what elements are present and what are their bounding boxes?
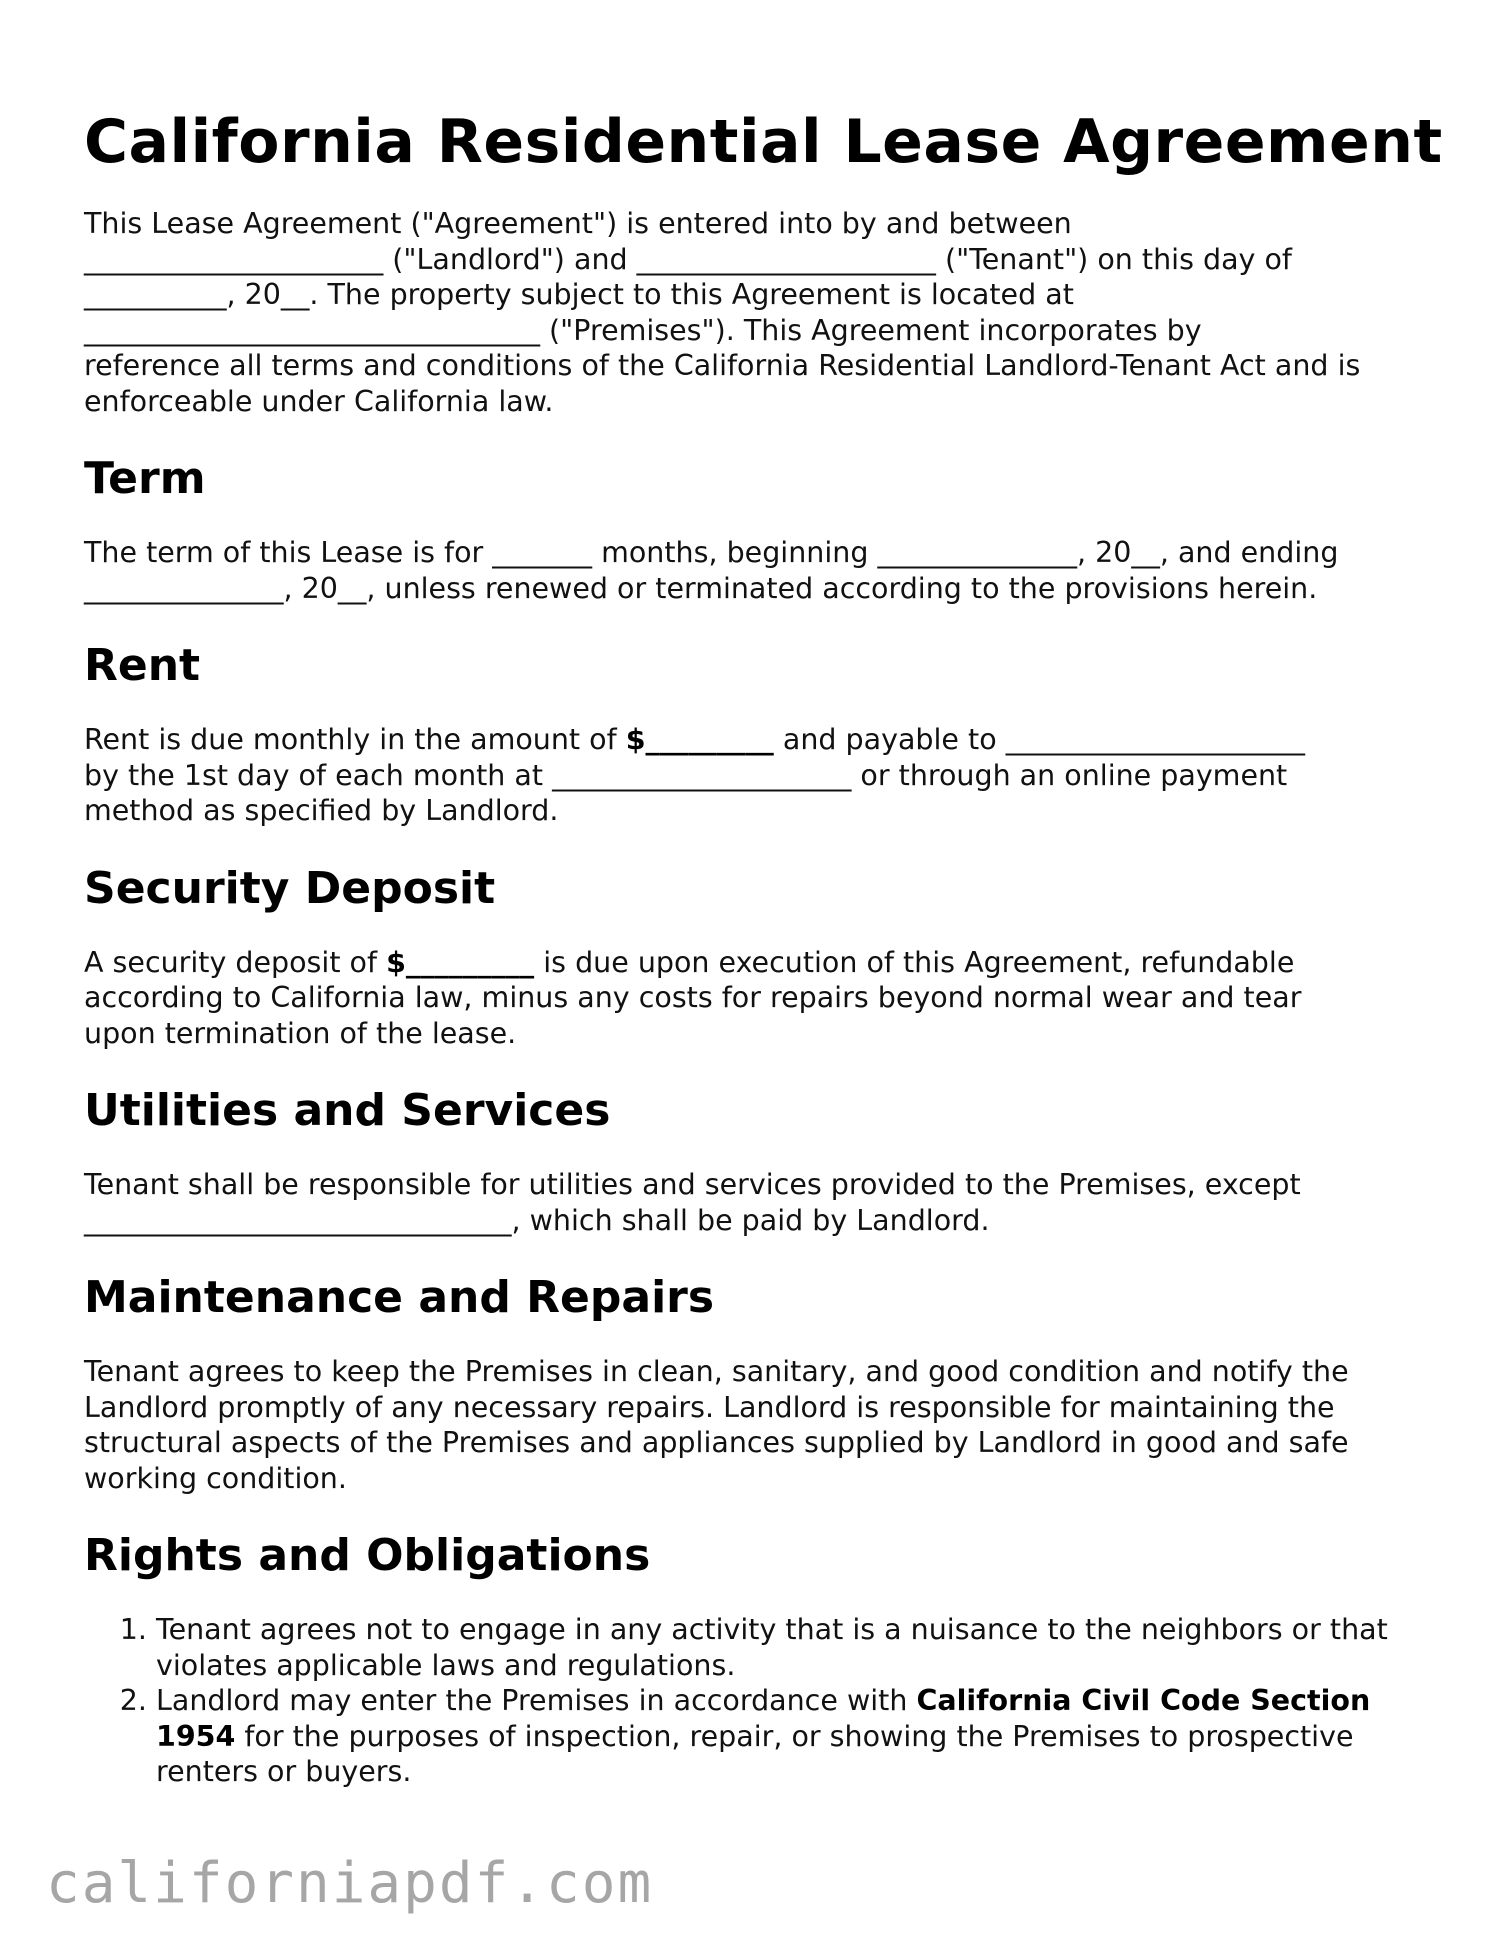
list-item — [156, 1612, 1444, 1683]
rights-heading: Rights and Obligations — [84, 1530, 651, 1581]
rent-line-1-post: and payable to _____________________ — [773, 723, 1305, 756]
term-paragraph — [84, 535, 1444, 606]
document-title: California Residential Lease Agreement — [84, 107, 1443, 177]
intro-line-3: __________, 20__. The property subject to this Agreement is located at — [84, 278, 1074, 311]
deposit-heading: Security Deposit — [84, 862, 496, 914]
rights-item-2-line-3: renters or buyers. — [156, 1755, 412, 1788]
term-line-2: ______________, 20__, unless renewed or terminated according to the provisions herein. — [84, 571, 1318, 605]
rights-list — [84, 1612, 1444, 1790]
civil-code-number: 1954 — [156, 1719, 236, 1753]
rights-item-2-post: for the purposes of inspection, repair, or showing the Premises to prospective — [235, 1719, 1354, 1753]
deposit-amount-blank: $_________ — [386, 945, 535, 979]
term-section — [84, 451, 1444, 606]
deposit-line-2: according to California law, minus any costs for repairs beyond normal wear and tear — [84, 981, 1302, 1014]
rent-amount-blank: $_________ — [625, 723, 774, 756]
deposit-line-1-pre: A security deposit of — [84, 945, 387, 979]
intro-line-1: This Lease Agreement ("Agreement") is entered into by and between — [84, 207, 1072, 240]
rent-section — [84, 638, 1444, 829]
intro-paragraph — [84, 206, 1444, 419]
rights-item-1-line-2: violates applicable laws and regulations. — [156, 1648, 736, 1682]
maintenance-section — [84, 1270, 1444, 1496]
maintenance-line-4: working condition. — [84, 1461, 347, 1495]
deposit-section — [84, 861, 1444, 1052]
utilities-line-2: ______________________________, which shall be paid by Landlord. — [84, 1203, 990, 1237]
rights-item-2-pre: Landlord may enter the Premises in accordance with — [156, 1684, 917, 1717]
rights-item-1-line-1: Tenant agrees not to engage in any activity that is a nuisance to the neighbors or that — [156, 1613, 1388, 1646]
rent-line-3: method as specified by Landlord. — [84, 794, 559, 827]
maintenance-paragraph — [84, 1354, 1444, 1496]
intro-line-5: reference all terms and conditions of the California Residential Landlord-Tenant Act and is — [84, 349, 1361, 382]
deposit-line-1-post: is due upon execution of this Agreement, refundable — [534, 945, 1295, 979]
term-line-1: The term of this Lease is for _______ months, beginning ______________, 20__, and ending — [84, 536, 1339, 569]
intro-line-2: _____________________ ("Landlord") and _____________________ ("Tenant") on this day of — [84, 242, 1292, 276]
list-item — [156, 1683, 1444, 1790]
rent-line-1-pre: Rent is due monthly in the amount of — [84, 723, 626, 756]
intro-line-6: enforceable under California law. — [84, 384, 554, 418]
maintenance-line-3: structural aspects of the Premises and appliances supplied by Landlord in good and safe — [84, 1426, 1349, 1459]
intro-line-4: ________________________________ ("Premises"). This Agreement incorporates by — [84, 313, 1202, 347]
maintenance-line-2: Landlord promptly of any necessary repairs. Landlord is responsible for maintaining the — [84, 1390, 1335, 1424]
utilities-line-1: Tenant shall be responsible for utilities and services provided to the Premises, except — [84, 1168, 1301, 1201]
deposit-paragraph — [84, 945, 1444, 1052]
watermark: californiapdf.com — [46, 1851, 654, 1916]
document-page — [84, 104, 1444, 1790]
maintenance-heading: Maintenance and Repairs — [84, 1272, 715, 1323]
rent-paragraph — [84, 722, 1444, 829]
utilities-paragraph — [84, 1167, 1444, 1238]
utilities-section — [84, 1083, 1444, 1238]
rent-heading: Rent — [84, 640, 201, 691]
deposit-line-3: upon termination of the lease. — [84, 1016, 517, 1050]
term-heading: Term — [84, 453, 206, 504]
civil-code-reference: California Civil Code Section — [916, 1684, 1371, 1717]
rights-section — [84, 1528, 1444, 1790]
utilities-heading: Utilities and Services — [84, 1085, 611, 1136]
maintenance-line-1: Tenant agrees to keep the Premises in clean, sanitary, and good condition and notify the — [84, 1355, 1349, 1388]
rent-line-2: by the 1st day of each month at _____________________ or through an online payment — [84, 758, 1288, 792]
